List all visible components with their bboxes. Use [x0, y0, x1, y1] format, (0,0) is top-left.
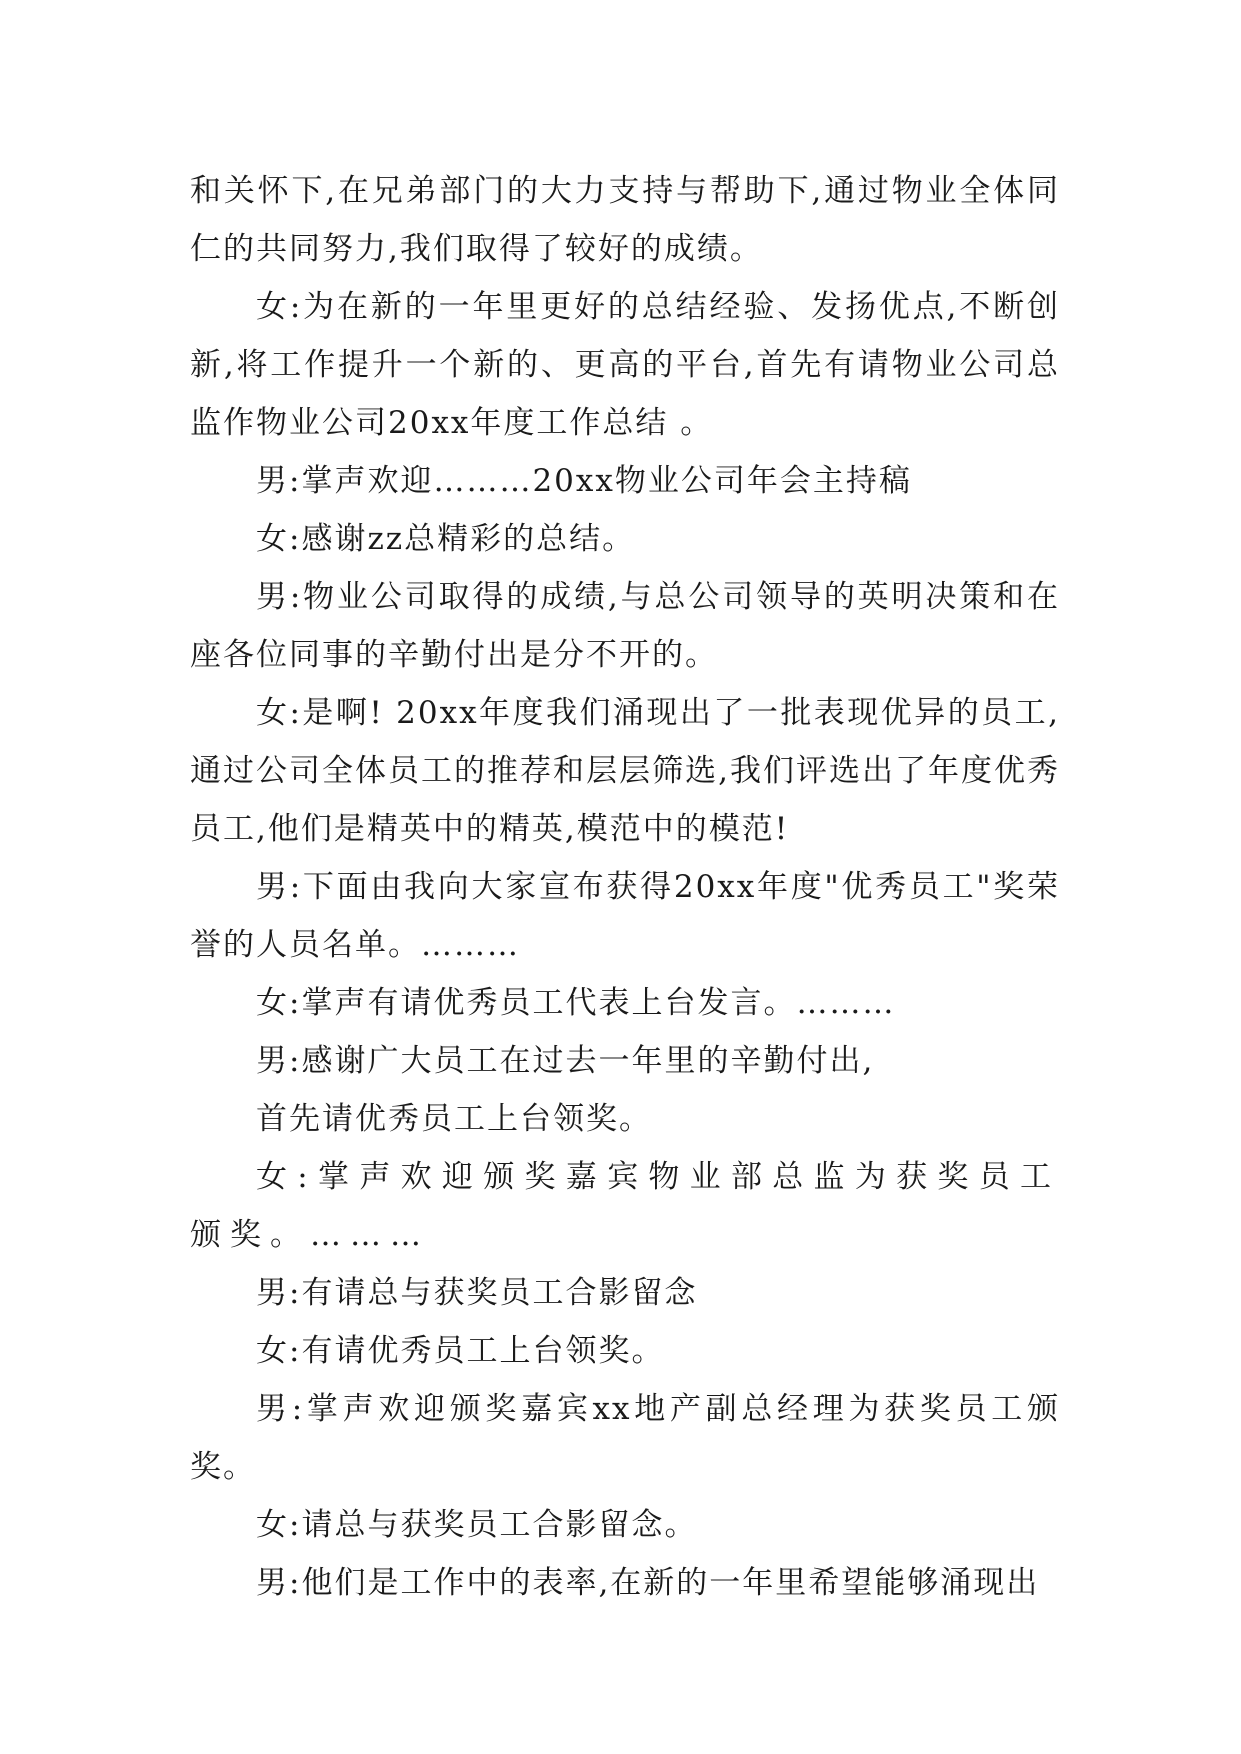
paragraph-9: 男:感谢广大员工在过去一年里的辛勤付出, [256, 1043, 875, 1079]
paragraph-3: 男:掌声欢迎………20xx物业公司年会主持稿 [256, 463, 912, 499]
paragraph-6: 女:是啊! 20xx年度我们涌现出了一批表现优异的员工,通过公司全体员工的推荐和层层筛选,我们评选出了年度优秀员工,他们是精英中的精英,模范中的模范! [190, 695, 1060, 847]
paragraph-8: 女:掌声有请优秀员工代表上台发言。……… [256, 985, 896, 1021]
paragraph-5: 男:物业公司取得的成绩,与总公司领导的英明决策和在座各位同事的辛勤付出是分不开的。 [190, 579, 1060, 673]
paragraph-10: 首先请优秀员工上台领奖。 [256, 1101, 652, 1137]
paragraph-14: 男:掌声欢迎颁奖嘉宾xx地产副总经理为获奖员工颁奖。 [190, 1391, 1060, 1485]
paragraph-7: 男:下面由我向大家宣布获得20xx年度"优秀员工"奖荣誉的人员名单。……… [190, 869, 1060, 963]
document-body [190, 162, 1060, 1612]
paragraph-1: 和关怀下,在兄弟部门的大力支持与帮助下,通过物业全体同仁的共同努力,我们取得了较好的成绩。 [190, 173, 1060, 267]
paragraph-15: 女:请总与获奖员工合影留念。 [256, 1507, 698, 1543]
paragraph-11: 女:掌声欢迎颁奖嘉宾物业部总监为获奖员工颁奖。……… [190, 1159, 1060, 1253]
paragraph-16: 男:他们是工作中的表率,在新的一年里希望能够涌现出 [256, 1565, 1040, 1601]
paragraph-12: 男:有请总与获奖员工合影留念 [256, 1275, 698, 1311]
paragraph-4: 女:感谢zz总精彩的总结。 [256, 521, 636, 557]
paragraph-2: 女:为在新的一年里更好的总结经验、发扬优点,不断创新,将工作提升一个新的、更高的平台,首先有请物业公司总监作物业公司20xx年度工作总结 。 [190, 289, 1060, 441]
paragraph-13: 女:有请优秀员工上台领奖。 [256, 1333, 665, 1369]
